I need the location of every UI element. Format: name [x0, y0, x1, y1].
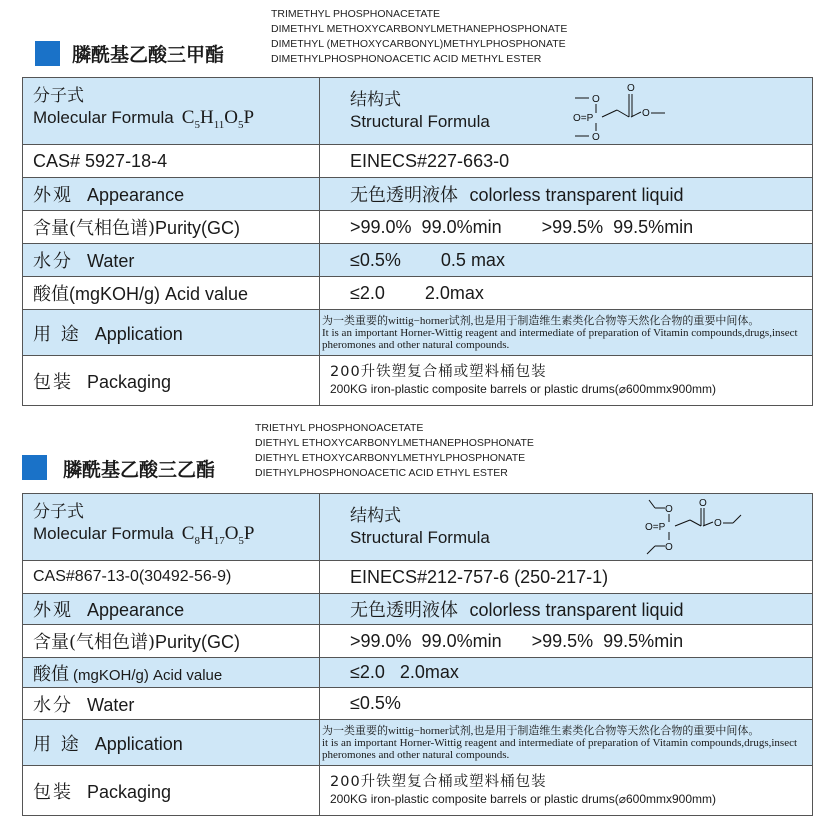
- packaging-label: 包装 Packaging: [23, 356, 320, 406]
- table-row: [23, 688, 813, 720]
- label-cn: 分子式: [33, 502, 84, 523]
- svg-text:O: O: [665, 504, 673, 515]
- table-row: [23, 178, 813, 211]
- svg-text:O: O: [642, 108, 650, 119]
- synonym: DIMETHYL (METHOXYCARBONYL)METHYLPHOSPHONATE: [271, 38, 566, 50]
- acid-value-label: 酸值 (mgKOH/g) Acid value: [23, 658, 320, 688]
- svg-text:O: O: [699, 498, 707, 509]
- synonym: DIMETHYL METHOXYCARBONYLMETHANEPHOSPHONATE: [271, 23, 568, 35]
- svg-text:O: O: [714, 518, 722, 529]
- product-title: 膦酰基乙酸三乙酯: [63, 459, 216, 481]
- table-row: [23, 310, 813, 356]
- label-cn: 结构式: [350, 90, 401, 110]
- table-row: [23, 78, 813, 145]
- section-marker-icon: [35, 41, 60, 66]
- synonym: DIETHYL ETHOXYCARBONYLMETHANEPHOSPHONATE: [255, 437, 534, 449]
- synonym: TRIMETHYL PHOSPHONACETATE: [271, 8, 440, 20]
- synonym: DIETHYLPHOSPHONOACETIC ACID ETHYL ESTER: [255, 467, 508, 479]
- synonym-list: [255, 421, 534, 481]
- table-row: [23, 720, 813, 766]
- packaging-label: 包装 Packaging: [23, 766, 320, 816]
- molecular-formula: $C_8H_{17}O_5P$: [181, 523, 255, 547]
- table-row: [23, 494, 813, 561]
- cas-number: CAS# 5927-18-4: [23, 145, 320, 178]
- structure-diagram: [565, 80, 675, 142]
- table-row: [23, 356, 813, 406]
- label-en: Structural Formula: [350, 112, 490, 131]
- molecular-formula-cell: [23, 78, 320, 145]
- structural-formula-cell: [320, 78, 813, 145]
- label-cn: 结构式: [350, 506, 401, 526]
- application-label: 用 途 Application: [23, 720, 320, 766]
- spec-table-1: [22, 77, 813, 406]
- acid-value: ≤2.0 2.0max: [320, 658, 813, 688]
- einecs-number: EINECS#212-757-6 (250-217-1): [320, 561, 813, 594]
- table-row: [23, 244, 813, 277]
- label-en: Molecular Formula: [33, 524, 174, 544]
- label-cn: 分子式: [33, 86, 84, 107]
- section-marker-icon: [22, 455, 47, 480]
- synonym-list: [271, 7, 567, 67]
- table-row: [23, 625, 813, 658]
- acid-value: ≤2.0 2.0max: [320, 277, 813, 310]
- synonym: DIMETHYLPHOSPHONOACETIC ACID METHYL ESTER: [271, 53, 542, 65]
- table-row: [23, 277, 813, 310]
- structure-diagram: [635, 496, 755, 558]
- packaging-text: 200升铁塑复合桶或塑料桶包装 200KG iron-plastic composite barrels or plastic drums(⌀600mmx900mm): [320, 356, 813, 406]
- svg-text:O: O: [592, 132, 600, 142]
- svg-text:O: O: [627, 83, 635, 94]
- table-row: [23, 658, 813, 688]
- appearance-value: 无色透明液体 colorless transparent liquid: [320, 178, 813, 211]
- water-label: 水分 Water: [23, 688, 320, 720]
- molecular-formula: $C_5H_{11}O_5P$: [181, 107, 255, 131]
- cas-number: CAS#867-13-0(30492-56-9): [23, 561, 320, 594]
- application-text: 为一类重要的wittig−horner试剂,也是用于制造维生素类化合物等天然化合物的重要中间体。 It is an important Horner-Wittig reagent and intermediate of preparation of Vitamin compounds,drugs,insect pheromones and other natural compounds.: [320, 310, 813, 356]
- water-value: ≤0.5%: [320, 688, 813, 720]
- appearance-label: 外观 Appearance: [23, 594, 320, 625]
- appearance-value: 无色透明液体 colorless transparent liquid: [320, 594, 813, 625]
- purity-value: >99.0% 99.0%min >99.5% 99.5%min: [320, 625, 813, 658]
- svg-text:O: O: [592, 94, 600, 105]
- svg-text:O=P: O=P: [645, 522, 666, 533]
- packaging-text: 200升铁塑复合桶或塑料桶包装 200KG iron-plastic composite barrels or plastic drums(⌀600mmx900mm): [320, 766, 813, 816]
- molecular-formula-cell: [23, 494, 320, 561]
- application-text: 为一类重要的wittig−horner试剂,也是用于制造维生素类化合物等天然化合物的重要中间体。 it is an important Horner-Wittig reagent and intermediate of preparation of Vitamin compounds,drugs,insect pheromones and other natural compounds.: [320, 720, 813, 766]
- structural-formula-cell: [320, 494, 813, 561]
- acid-value-label: 酸值(mgKOH/g) Acid value: [23, 277, 320, 310]
- spec-table-2: [22, 493, 813, 816]
- table-row: [23, 594, 813, 625]
- purity-value: >99.0% 99.0%min >99.5% 99.5%min: [320, 211, 813, 244]
- label-en: Molecular Formula: [33, 108, 174, 128]
- table-row: [23, 211, 813, 244]
- water-value: ≤0.5% 0.5 max: [320, 244, 813, 277]
- einecs-number: EINECS#227-663-0: [320, 145, 813, 178]
- table-row: [23, 145, 813, 178]
- svg-text:O=P: O=P: [573, 113, 594, 124]
- purity-label: 含量(气相色谱)Purity(GC): [23, 625, 320, 658]
- appearance-label: 外观 Appearance: [23, 178, 320, 211]
- application-label: 用 途 Application: [23, 310, 320, 356]
- water-label: 水分 Water: [23, 244, 320, 277]
- product-title: 膦酰基乙酸三甲酯: [72, 44, 225, 66]
- synonym: TRIETHYL PHOSPHONOACETATE: [255, 422, 424, 434]
- purity-label: 含量(气相色谱)Purity(GC): [23, 211, 320, 244]
- svg-text:O: O: [665, 542, 673, 553]
- label-en: Structural Formula: [350, 528, 490, 547]
- table-row: [23, 561, 813, 594]
- table-row: [23, 766, 813, 816]
- synonym: DIETHYL ETHOXYCARBONYLMETHYLPHOSPHONATE: [255, 452, 526, 464]
